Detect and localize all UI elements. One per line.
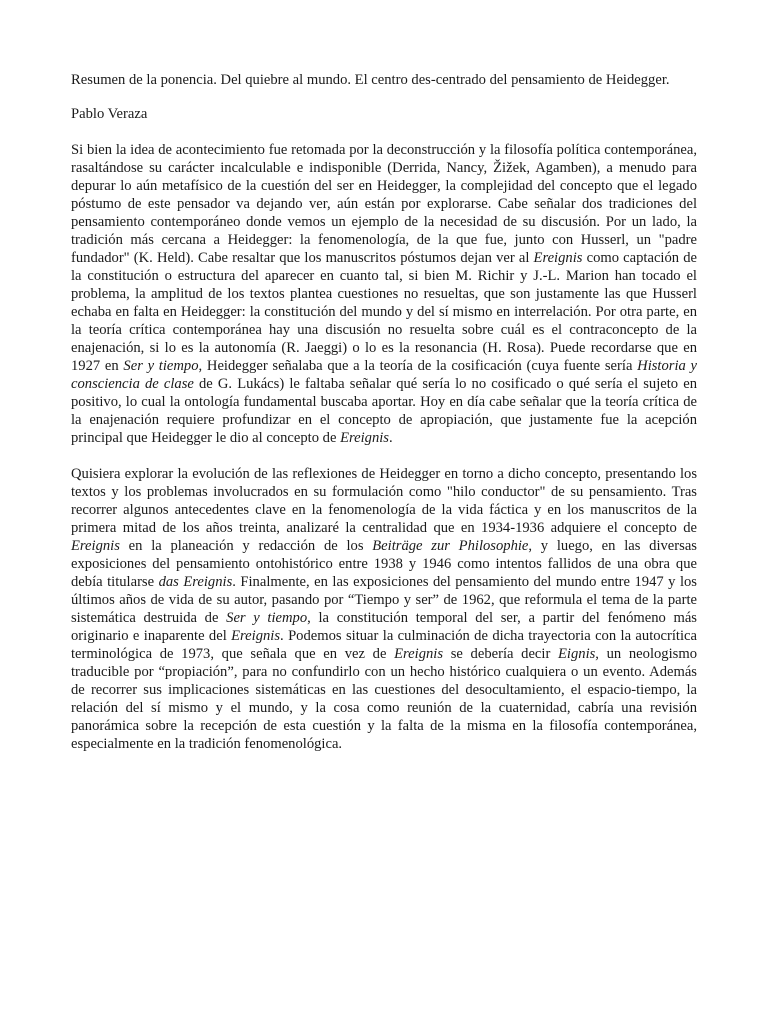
text-run: en la planeación y redacción de los xyxy=(119,538,373,554)
italic-text-run: Ereignis xyxy=(71,538,120,554)
document-author: Pablo Veraza xyxy=(71,106,148,122)
document-title: Resumen de la ponencia. Del quiebre al mundo. El centro des-centrado del pensamiento de Heidegger. xyxy=(71,72,670,88)
italic-text-run: Ereignis xyxy=(340,430,389,446)
text-run: , Heidegger señalaba que a la teoría de la cosificación (cuya fuente sería xyxy=(198,358,638,374)
italic-text-run: das Ereignis xyxy=(158,574,233,590)
text-run: , y luego, en las diversas exposiciones del pensamiento ontohistórico entre 1938 y 1946 como intentos fallidos de una obra que debía titularse xyxy=(71,538,697,590)
document-body xyxy=(71,141,697,753)
italic-text-run: Ereignis xyxy=(231,628,281,644)
text-run: , la constitución temporal del ser, a partir del fenómeno más originario e inaparente del xyxy=(71,610,697,644)
italic-text-run: Ser y tiempo xyxy=(123,358,199,374)
italic-text-run: Eignis xyxy=(558,646,596,662)
text-run: . Finalmente, en las exposiciones del pensamiento del mundo entre 1947 y los últimos años de vida de su autor, pasando por “Tiempo y ser” de 1962, que reformula el tema de la parte sistemática destruida de xyxy=(71,574,697,626)
italic-text-run: Ereignis xyxy=(394,646,444,662)
italic-text-run: Historia y consciencia de clase xyxy=(71,358,698,392)
italic-text-run: Ser y tiempo xyxy=(226,610,308,626)
text-run: , un neologismo traducible por “propiación”, para no confundirlo con un hecho histórico cualquiera o un evento. Además de recorrer sus implicaciones sistemáticas en las cuestiones del desocultamiento, el espacio-tiempo, la relación del sí mismo y el mundo, y la cosa como reunión de la cuaternidad, cabría una revisión panorámica sobre la recepción de esta cuestión y la falta de la misma en la filosofía contemporánea, especialmente en la tradición fenomenológica. xyxy=(71,646,697,752)
body-paragraph xyxy=(71,465,697,753)
document-page xyxy=(71,71,697,771)
text-run: . Podemos situar la culminación de dicha trayectoria con la autocrítica terminológica de 1973, que señala que en vez de xyxy=(71,628,697,662)
italic-text-run: Beiträge zur Philosophie xyxy=(372,538,529,554)
text-run: Si bien la idea de acontecimiento fue retomada por la deconstrucción y la filosofía política contemporánea, rasaltándose su carácter incalculable e indisponible (Derrida, Nancy, Žižek, Agamben), a menudo para depurar lo aún metafísico de la cuestión del ser en Heidegger, la complejidad del concepto que el legado póstumo de este pensador va dejando ver, aún están por explorarse. Cabe señalar dos tradiciones del pensamiento contemporáneo donde vemos un ejemplo de la necesidad de su discusión. Por un lado, la tradición más cercana a Heidegger: la fenomenología, de la que fue, junto con Husserl, un "padre fundador" (K. Held). Cabe resaltar que los manuscritos póstumos dejan ver al xyxy=(71,142,697,266)
text-run: como captación de la constitución o estructura del aparecer en cuanto tal, si bien M. Richir y J.-L. Marion han tocado el problema, la amplitud de los textos plantea cuestiones no resueltas, que son justamente las que Husserl echaba en falta en Heidegger: la constitución del mundo y del sí mismo en interrelación. Por otra parte, en la teoría crítica contemporánea hay una discusión no resuelta sobre cuál es el contraconcepto de la enajenación, si lo es la autonomía (R. Jaeggi) o lo es la resonancia (H. Rosa). Puede recordarse que en 1927 en xyxy=(71,250,697,374)
body-paragraph xyxy=(71,141,697,447)
text-run: . xyxy=(389,430,393,446)
text-run: se debería decir xyxy=(443,646,558,662)
text-run: Quisiera explorar la evolución de las reflexiones de Heidegger en torno a dicho concepto, presentando los textos y los problemas involucrados en su formulación como "hilo conductor" de su pensamiento. Tras recorrer algunos antecedentes clave en la fenomenología de la vida fáctica y en los manuscritos de la primera mitad de los años treinta, analizaré la centralidad que en 1934-1936 adquiere el concepto de xyxy=(71,466,697,536)
text-run: de G. Lukács) le faltaba señalar qué sería lo no cosificado o qué sería el sujeto en positivo, lo cual la ontología fundamental buscaba aportar. Hoy en día cabe señalar que la teoría crítica de la enajenación requiere profundizar en el concepto de apropiación, que justamente fue la acepción principal que Heidegger le dio al concepto de xyxy=(71,376,697,446)
italic-text-run: Ereignis xyxy=(533,250,583,266)
